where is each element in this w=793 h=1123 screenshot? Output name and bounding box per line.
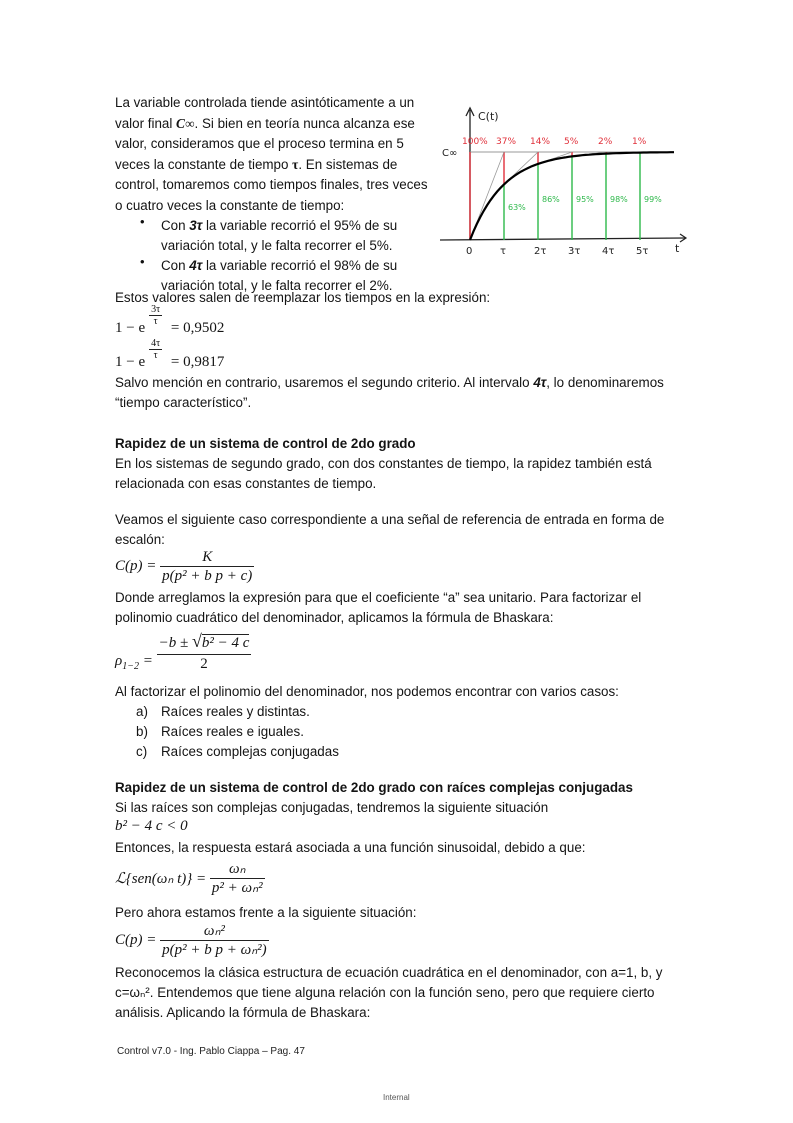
intro-text: . Si bien en teoría nunca alcanza ese (194, 116, 415, 131)
eq-lhs (115, 653, 153, 672)
equation-transfer-function-2 (115, 922, 269, 959)
eq-lhs: C(p) = (115, 558, 157, 574)
eq-numerator: K (202, 549, 213, 565)
x-axis-label: t (675, 242, 680, 255)
bullet-text: Con (161, 218, 190, 233)
eq-lhs: ℒ{sen(ωₙ t)} = (115, 871, 207, 887)
section-2-p2: Entonces, la respuesta estará asociada a una función sinusoidal, debido a que: (115, 840, 586, 855)
bullet-1-line-1 (161, 216, 397, 237)
eq-numerator: ωₙ² (203, 923, 225, 939)
section-1-p2-line-1: Veamos el siguiente caso correspondiente a una señal de referencia de entrada en forma de (115, 512, 665, 527)
sqrt-icon: √ (191, 631, 202, 651)
eq-numerator: ωₙ (228, 861, 246, 877)
criterion-text: Salvo mención en contrario, usaremos el segundo criterio. Al intervalo (115, 375, 534, 390)
eq-result: = 0,9502 (170, 320, 225, 336)
bullet-emphasis: 4τ (189, 258, 203, 273)
bullet-text: la variable recorrió el 95% de su (202, 218, 398, 233)
remaining-percent-label: 37% (496, 137, 517, 147)
exponent-denominator: τ (153, 350, 158, 361)
criterion-line-1 (115, 373, 664, 394)
intro-line-3: valor, consideramos que el proceso termina en 5 (115, 136, 404, 151)
case-a-text: Raíces reales y distintas. (161, 704, 310, 719)
bullet-icon: • (140, 214, 145, 229)
bullet-text: Con (161, 258, 190, 273)
bullet-2-line-2: variación total, y le falta recorrer el 2%. (161, 278, 393, 293)
eq-denominator: 2 (200, 656, 208, 672)
reached-percent-label: 86% (542, 195, 560, 204)
exponent-numerator: 4τ (151, 338, 161, 349)
section-2-p3: Pero ahora estamos frente a la siguiente situación: (115, 905, 417, 920)
bullet-text: la variable recorrió el 98% de su (202, 258, 398, 273)
equation-3tau (115, 304, 225, 337)
x-axis (440, 238, 685, 240)
case-c-marker: c) (136, 744, 148, 759)
bullet-emphasis: 3τ (189, 218, 203, 233)
criterion-emphasis: 4τ (533, 375, 547, 390)
rho-symbol: ρ (115, 653, 123, 669)
time-constant-figure (430, 100, 690, 265)
section-2-p4-line-1: Reconocemos la clásica estructura de ecuación cuadrática en el denominador, con a=1, b, y (115, 965, 663, 980)
x-tick-label: 2τ (534, 246, 547, 257)
section-1-title: Rapidez de un sistema de control de 2do grado (115, 436, 416, 451)
x-tick-label: τ (500, 246, 507, 257)
section-1-p2-line-2: escalón: (115, 532, 165, 547)
eq-result: = 0,9817 (170, 354, 225, 370)
x-tick-label: 3τ (568, 246, 581, 257)
section-1-p1-line-1: En los sistemas de segundo grado, con dos constantes de tiempo, la rapidez también está (115, 456, 652, 471)
equation-bhaskara (115, 630, 251, 673)
radicand: b² − 4 c (201, 635, 250, 651)
case-b-marker: b) (136, 724, 148, 739)
case-c-text: Raíces complejas conjugadas (161, 744, 339, 759)
x-tick-label: 0 (466, 246, 473, 257)
reached-percent-label: 63% (508, 203, 526, 212)
section-2-title: Rapidez de un sistema de control de 2do grado con raíces complejas conjugadas (115, 780, 633, 795)
section-1-p1-line-2: relacionada con esas constantes de tiempo. (115, 476, 377, 491)
inequality: b² − 4 c < 0 (115, 818, 188, 834)
equation-4tau (115, 338, 225, 371)
eq-numerator: −b ± (158, 635, 192, 651)
equation-transfer-function (115, 548, 254, 585)
section-1-p3-line-1: Donde arreglamos la expresión para que el coeficiente “a” sea unitario. Para factorizar el (115, 590, 642, 605)
page-footer: Control v7.0 - Ing. Pablo Ciappa – Pag. 47 (117, 1046, 305, 1057)
c-inf-label: C∞ (442, 148, 458, 159)
section-2-p4-line-2: c=ωₙ². Entendemos que tiene alguna relación con la función seno, pero que requiere cierto (115, 985, 655, 1000)
intro-line-4 (115, 155, 397, 176)
intro-line-6: o cuatro veces la constante de tiempo: (115, 198, 345, 213)
section-1-p3-line-2: polinomio cuadrático del denominador, aplicamos la fórmula de Bhaskara: (115, 610, 554, 625)
expr-intro: Estos valores salen de reemplazar los tiempos en la expresión: (115, 290, 491, 305)
classification-label: Internal (383, 1093, 410, 1102)
case-b-text: Raíces reales e iguales. (161, 724, 304, 739)
intro-text: . En sistemas de (298, 157, 398, 172)
remaining-percent-label: 14% (530, 137, 551, 147)
reached-percent-label: 99% (644, 195, 662, 204)
criterion-text: , lo denominaremos (546, 375, 664, 390)
x-tick-label: 5τ (636, 246, 649, 257)
bullet-2-line-1 (161, 256, 397, 277)
equation-laplace-sine (115, 860, 265, 897)
eq-lhs: 1 − e (115, 320, 146, 336)
reached-percent-label: 95% (576, 195, 594, 204)
intro-text: veces la constante de tiempo (115, 157, 293, 172)
eq-lhs: C(p) = (115, 932, 157, 948)
eq-denominator: p(p² + b p + ωₙ²) (162, 942, 267, 958)
reached-percent-label: 98% (610, 195, 628, 204)
intro-line-5: control, tomaremos como tiempos finales, tres veces (115, 177, 428, 192)
y-axis-label: C(t) (478, 110, 499, 123)
exponent-numerator: 3τ (151, 304, 161, 315)
section-2-p1: Si las raíces son complejas conjugadas, tendremos la siguiente situación (115, 800, 549, 815)
equals-sign: = (142, 653, 153, 669)
remaining-percent-label: 2% (598, 137, 613, 147)
intro-line-1: La variable controlada tiende asintóticamente a un (115, 95, 415, 110)
x-tick-label: 4τ (602, 246, 615, 257)
intro-text: valor final (115, 116, 177, 131)
section-1-p4: Al factorizar el polinomio del denominador, nos podemos encontrar con varios casos: (115, 684, 619, 699)
criterion-line-2: “tiempo característico”. (115, 395, 252, 410)
intro-line-2 (115, 114, 415, 135)
remaining-percent-label: 1% (632, 137, 647, 147)
case-a-marker: a) (136, 704, 148, 719)
eq-denominator: p² + ωₙ² (211, 880, 263, 896)
rho-subscript: 1−2 (122, 661, 139, 672)
eq-lhs: 1 − e (115, 354, 146, 370)
tau-symbol: τ (292, 157, 299, 172)
exponent-denominator: τ (153, 316, 158, 327)
eq-denominator: p(p² + b p + c) (162, 568, 253, 584)
section-2-p4-line-3: análisis. Aplicando la fórmula de Bhaskara: (115, 1005, 371, 1020)
c-infinity-symbol: C∞ (176, 116, 195, 131)
bullet-1-line-2: variación total, y le falta recorrer el 5%. (161, 238, 393, 253)
remaining-percent-label: 5% (564, 137, 579, 147)
remaining-percent-label: 100% (462, 137, 488, 147)
bullet-icon: • (140, 254, 145, 269)
